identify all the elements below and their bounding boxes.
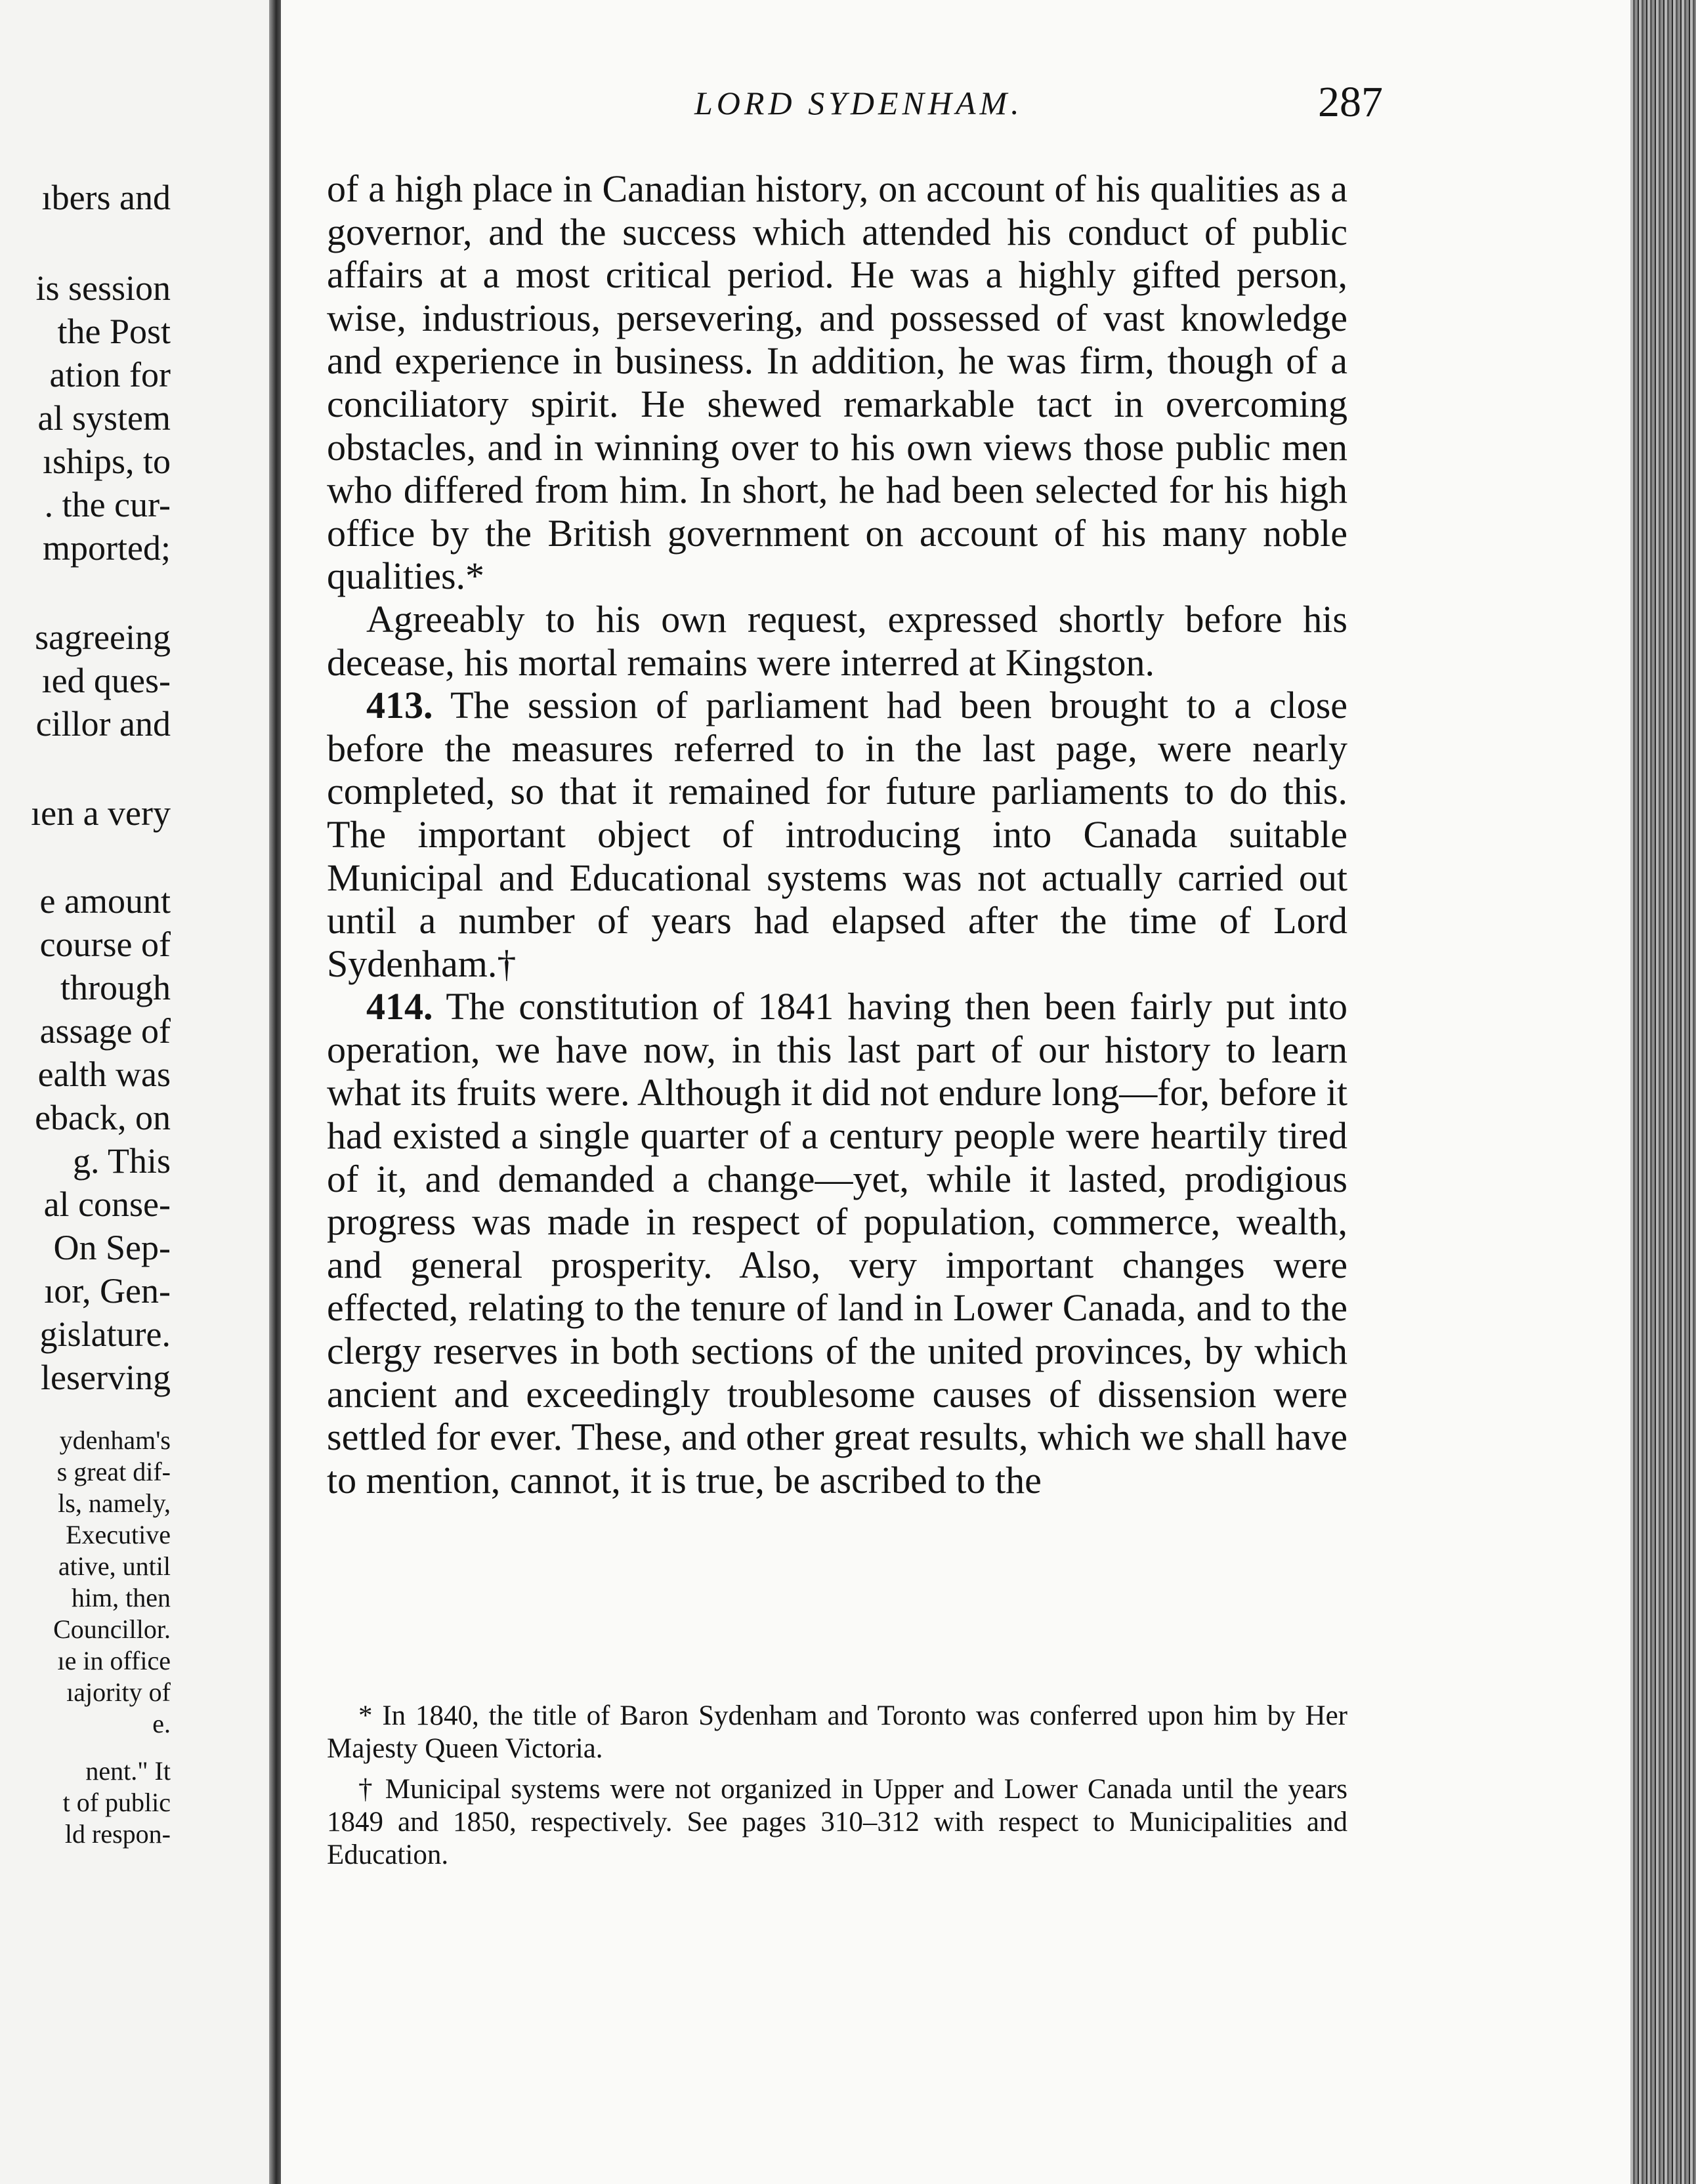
left-page-line: Executive xyxy=(66,1520,171,1549)
left-page-line: assage of xyxy=(39,1011,171,1051)
right-page xyxy=(281,0,1630,2184)
left-page-line: ld respon- xyxy=(64,1819,171,1849)
section-number: 413. xyxy=(366,684,433,727)
section-number: 414. xyxy=(366,985,433,1028)
left-page-line: nent." It xyxy=(85,1756,171,1786)
left-page-line: e. xyxy=(152,1709,171,1738)
body-text xyxy=(327,167,1347,1502)
page-edges xyxy=(1630,0,1696,2184)
footnotes xyxy=(327,1700,1347,1872)
left-page-line: e amount xyxy=(39,881,171,921)
left-page-line: On Sep- xyxy=(53,1228,171,1267)
left-page-line: ıajority of xyxy=(66,1677,171,1707)
left-page-line: gislature. xyxy=(39,1314,171,1354)
left-page-line: ation for xyxy=(49,355,171,394)
left-page-line: g. This xyxy=(72,1141,171,1181)
left-page-line: ıbers and xyxy=(41,178,171,217)
left-page-line: ıor, Gen- xyxy=(44,1271,171,1311)
left-page-line: Councillor. xyxy=(53,1614,171,1644)
paragraph-text: The constitution of 1841 having then been fairly put into operation, we have now, in this last part of our history to learn what its fruits were. Although it did not endure long—for, before it had existed a single quarter of a century people were heartily tired of it, and demanded a change—yet, while it lasted, prodigious progress was made in respect of population, commerce, wealth, and general prosperity. Also, very important changes were effected, relating to the tenure of land in Lower Canada, and to the clergy reserves in both sections of the united provinces, by which ancient and exceedingly troublesome causes of dissension were settled for ever. These, and other great results, which we shall have to mention, cannot, it is true, be ascribed to the xyxy=(327,985,1347,1502)
paragraph-413 xyxy=(327,684,1347,985)
left-page-line: ls, namely, xyxy=(58,1488,171,1518)
left-page-line: ealth was xyxy=(37,1055,171,1094)
page-header xyxy=(281,78,1630,136)
paragraph-text: The session of parliament had been brought to a close before the measures referred to in the last page, were nearly completed, so that it remained for future parliaments to do this. The important object of introducing into Canada suitable Municipal and Educational systems was not actually carried out until a number of years had elapsed after the time of Lord Sydenham.† xyxy=(327,684,1348,985)
footnote: † Municipal systems were not organized in Upper and Lower Canada until the years 1849 and 1850, respectively. See pages 310–312 with respect to Municipalities and Education. xyxy=(327,1774,1347,1870)
left-page-line: the Post xyxy=(57,312,171,351)
left-page-line: sagreeing xyxy=(35,618,171,657)
left-page-line: al system xyxy=(37,398,171,438)
left-page-line: leserving xyxy=(41,1358,171,1397)
left-page-line: t of public xyxy=(62,1788,171,1817)
left-page-line: cillor and xyxy=(35,704,171,744)
running-title: LORD SYDENHAM. xyxy=(694,85,1023,121)
left-page-line: mported; xyxy=(43,528,171,568)
left-page-line: through xyxy=(60,968,171,1007)
footnote: * In 1840, the title of Baron Sydenham and Toronto was conferred upon him by Her Majesty Queen Victoria. xyxy=(327,1700,1347,1764)
left-page-line: ıships, to xyxy=(42,442,171,481)
left-page-line: ydenham's xyxy=(59,1425,171,1455)
left-page-line: ative, until xyxy=(58,1551,171,1581)
left-page-line: ıen a very xyxy=(31,793,171,833)
paragraph: of a high place in Canadian history, on account of his qualities as a governor, and the success which attended his conduct of public affairs at a most critical period. He was a highly gifted person, wise, industrious, persevering, and possessed of vast knowledge and experience in business. In addition, he was firm, though of a conciliatory spirit. He shewed remarkable tact in overcoming obstacles, and in winning over to his own views those public men who differed from him. In short, he had been selected for his high office by the British government on account of his many noble qualities.* xyxy=(327,167,1347,598)
page-number: 287 xyxy=(1318,78,1383,126)
left-page xyxy=(0,0,269,2184)
left-page-line: course of xyxy=(39,925,171,964)
left-page-line: eback, on xyxy=(35,1098,171,1137)
paragraph: Agreeably to his own request, expressed shortly before his decease, his mortal remains were interred at Kingston. xyxy=(327,597,1347,684)
left-page-line: . the cur- xyxy=(44,485,171,524)
book-gutter xyxy=(269,0,281,2184)
left-page-line: is session xyxy=(35,268,171,308)
left-page-line: s great dif- xyxy=(56,1457,171,1486)
left-page-line: ıed ques- xyxy=(41,661,171,700)
left-page-line: him, then xyxy=(71,1583,171,1612)
paragraph-414 xyxy=(327,985,1347,1502)
left-page-line: ıe in office xyxy=(57,1646,171,1675)
left-page-line: al conse- xyxy=(43,1185,171,1224)
